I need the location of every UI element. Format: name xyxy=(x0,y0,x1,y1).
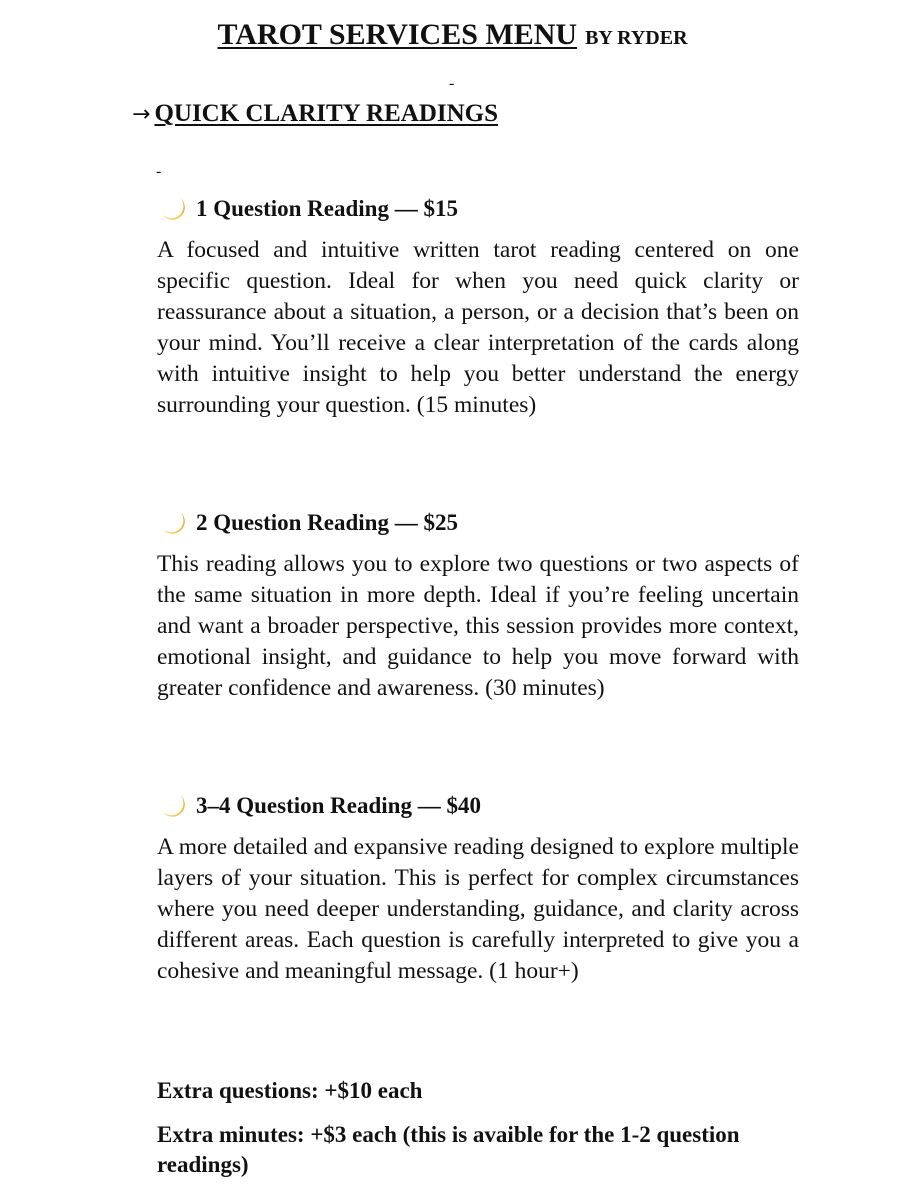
page-title xyxy=(0,18,905,52)
service-heading xyxy=(157,506,799,540)
separator-dash: - xyxy=(156,163,162,180)
section-title: QUICK CLARITY READINGS xyxy=(154,100,499,127)
crescent-moon-icon xyxy=(157,194,188,224)
menu-title: TAROT SERVICES MENU xyxy=(217,18,578,51)
separator-dash: - xyxy=(449,75,455,92)
crescent-moon-icon xyxy=(157,508,188,538)
service-item xyxy=(157,506,799,704)
service-description: A more detailed and expansive reading designed to explore multiple layers of your situation. This is perfect for complex circumstances where you need deeper understanding, guidance, and clarity across different areas. Each question is carefully interpreted to give you a cohesive and meaningful message. (1 hour+) xyxy=(157,834,799,984)
service-heading xyxy=(157,192,799,226)
extra-questions-note: Extra questions: +$10 each xyxy=(157,1078,423,1103)
service-title: 1 Question Reading — $15 xyxy=(196,196,458,221)
section-heading xyxy=(132,100,498,128)
menu-byline: BY RYDER xyxy=(585,27,688,49)
service-item xyxy=(157,192,799,421)
extra-minutes-note: Extra minutes: +$3 each (this is avaible for the 1-2 question readings) xyxy=(157,1122,740,1177)
service-title: 2 Question Reading — $25 xyxy=(196,510,458,535)
service-title: 3–4 Question Reading — $40 xyxy=(196,793,481,818)
crescent-moon-icon xyxy=(157,791,188,821)
service-description: A focused and intuitive written tarot reading centered on one specific question. Ideal for when you need quick clarity or reassurance about a situation, a person, or a decision that’s been on your mind. You’ll receive a clear interpretation of the cards along with intuitive insight to help you better understand the energy surrounding your question. (15 minutes) xyxy=(157,237,799,418)
right-arrow-icon: → xyxy=(132,102,151,127)
service-item xyxy=(157,789,799,987)
service-heading xyxy=(157,789,799,823)
service-description: This reading allows you to explore two questions or two aspects of the same situation in more depth. Ideal if you’re feeling uncertain and want a broader perspective, this session provides more context, emotional insight, and guidance to help you move forward with greater confidence and awareness. (30 minutes) xyxy=(157,551,799,701)
